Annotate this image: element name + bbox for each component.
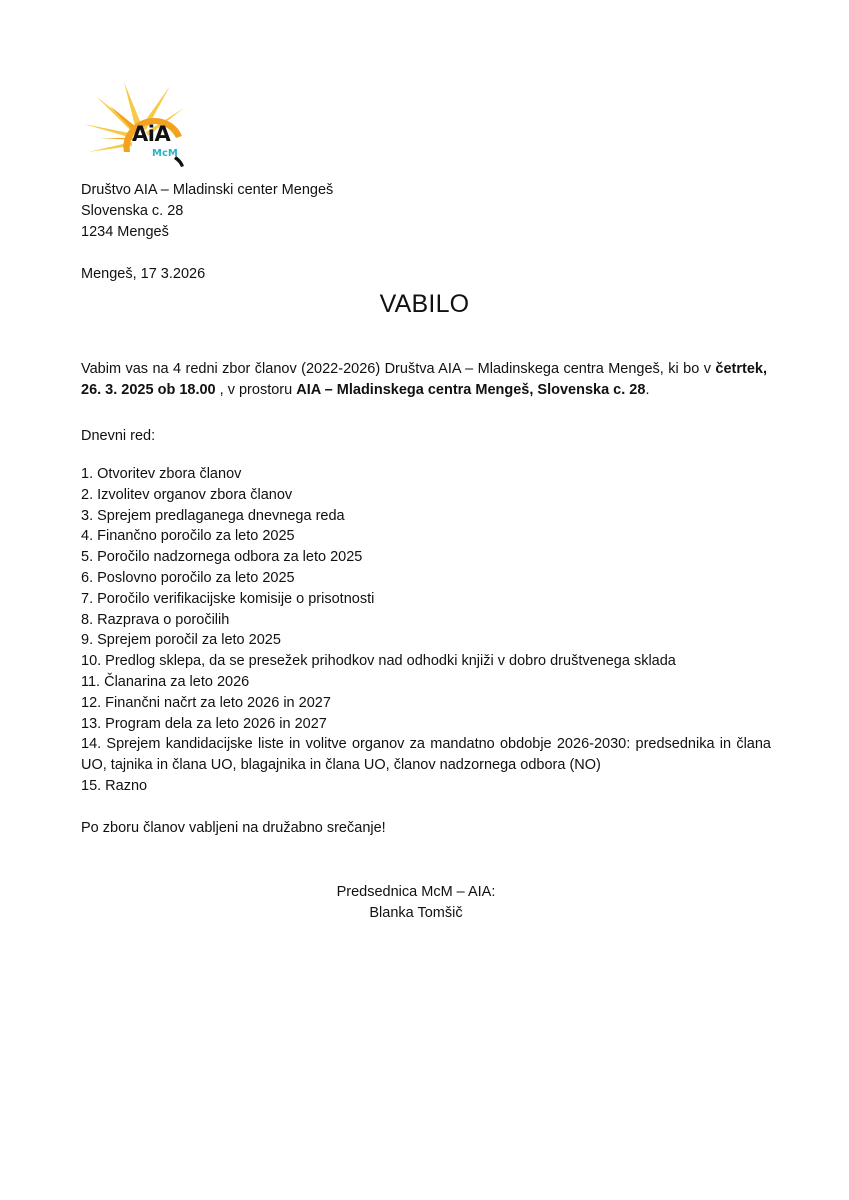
agenda-item: 13. Program dela za leto 2026 in 2027 xyxy=(81,715,327,732)
sender-address xyxy=(81,180,333,242)
signature-block xyxy=(290,882,542,924)
agenda-item: 14. Sprejem kandidacijske liste in volitve organov za mandatno obdobje 2026-2030: predsednika in člana UO, tajnika in člana UO, blagajnika in člana UO, članov nadzornega odbora (NO) xyxy=(81,736,771,774)
agenda-item: 1. Otvoritev zbora članov xyxy=(81,466,242,482)
logo-subtext: McM xyxy=(152,148,178,159)
sender-line-name: Društvo AIA – Mladinski center Mengeš xyxy=(81,182,334,198)
invite-location: AIA – Mladinskega centra Mengeš, Slovenska c. 28 xyxy=(296,381,646,398)
aia-mcm-logo xyxy=(84,82,194,174)
sender-line-city: 1234 Mengeš xyxy=(81,223,169,240)
agenda-item: 15. Razno xyxy=(81,777,148,794)
agenda-item: 3. Sprejem predlaganega dnevnega reda xyxy=(81,507,345,524)
agenda-item: 8. Razprava o poročilih xyxy=(81,611,230,628)
agenda-item: 10. Predlog sklepa, da se presežek prihodkov nad odhodki knjiži v dobro društvenega sklada xyxy=(81,653,676,670)
agenda-item: 12. Finančni načrt za leto 2026 in 2027 xyxy=(81,694,331,711)
signature-name: Blanka Tomšič xyxy=(369,904,463,921)
closing-line: Po zboru članov vabljeni na družabno srečanje! xyxy=(81,820,386,836)
signature-role: Predsednica McM – AIA: xyxy=(336,884,496,900)
date-line: Mengeš, 17 3.2026 xyxy=(81,266,206,282)
invite-text-1: Vabim vas na 4 redni zbor članov (2022-2026) Društva AIA – Mladinskega centra Mengeš, ki bo v xyxy=(81,361,716,377)
agenda-label: Dnevni red: xyxy=(81,428,156,444)
invite-text-2: , v prostoru xyxy=(215,381,297,398)
agenda-item: 9. Sprejem poročil za leto 2025 xyxy=(81,632,281,649)
agenda-item: 11. Članarina za leto 2026 xyxy=(81,673,250,690)
invite-date-time: četrtek, 26. 3. 2025 ob 18.00 xyxy=(81,361,767,398)
agenda-list xyxy=(81,464,771,797)
agenda-item: 6. Poslovno poročilo za leto 2025 xyxy=(81,569,295,586)
agenda-item: 2. Izvolitev organov zbora članov xyxy=(81,486,293,503)
invitation-paragraph xyxy=(81,359,767,401)
sender-line-street: Slovenska c. 28 xyxy=(81,202,184,219)
logo-text: AiA xyxy=(132,122,171,146)
agenda-item: 5. Poročilo nadzornega odbora za leto 2025 xyxy=(81,549,363,566)
agenda-item: 7. Poročilo verifikacijske komisije o prisotnosti xyxy=(81,590,375,607)
invite-text-3: . xyxy=(645,381,650,398)
agenda-item: 4. Finančno poročilo za leto 2025 xyxy=(81,528,295,545)
document-title: VABILO xyxy=(379,290,470,318)
